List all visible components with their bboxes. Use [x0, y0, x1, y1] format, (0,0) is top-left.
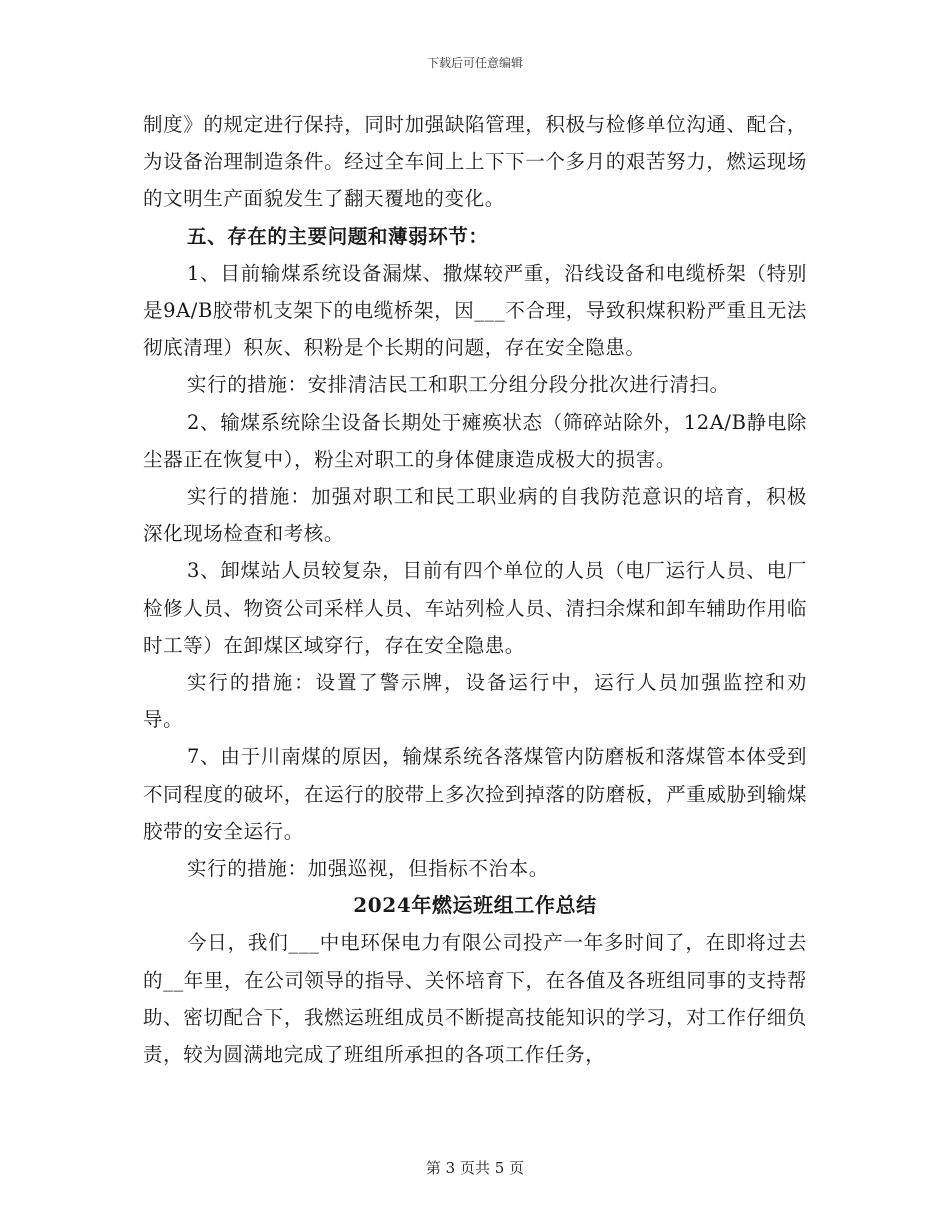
- page-footer: 第 3 页共 5 页: [425, 1159, 525, 1177]
- paragraph-issue-7: 7、由于川南煤的原因，输煤系统各落煤管内防磨板和落煤管本体受到不同程度的破坏，在运行的胶带上多次捡到掉落的防磨板，严重威胁到输煤胶带的安全运行。: [143, 745, 807, 843]
- paragraph-measure-3: 实行的措施：设置了警示牌，设备运行中，运行人员加强监控和劝导。: [143, 671, 807, 732]
- paragraph-continued: 制度》的规定进行保持，同时加强缺陷管理，积极与检修单位沟通、配合，为设备治理制造条件。经过全车间上上下下一个多月的艰苦努力，燃运现场的文明生产面貌发生了翻天覆地的变化。: [143, 113, 807, 211]
- document-title: 2024年燃运班组工作总结: [353, 893, 597, 918]
- paragraph-measure-1: 实行的措施：安排清洁民工和职工分组分段分批次进行清扫。: [187, 373, 730, 397]
- paragraph-intro: 今日，我们___中电环保电力有限公司投产一年多时间了，在即将过去的__年里，在公司领导的指导、关怀培育下，在各值及各班组同事的支持帮助、密切配合下，我燃运班组成员不断提高技能知识的学习，对工作仔细负责，较为圆满地完成了班组所承担的各项工作任务，: [143, 931, 807, 1067]
- paragraph-issue-1: 1、目前输煤系统设备漏煤、撒煤较严重，沿线设备和电缆桥架（特别是9A/B胶带机支架下的电缆桥架，因___不合理，导致积煤积粉严重且无法彻底清理）积灰、积粉是个长期的问题，存在安全隐患。: [143, 261, 807, 360]
- document-body: [143, 106, 807, 1073]
- page-header: 下载后可任意编辑: [426, 56, 523, 70]
- paragraph-measure-2: 实行的措施：加强对职工和民工职业病的自我防范意识的培育，积极深化现场检查和考核。: [143, 485, 807, 546]
- paragraph-issue-3: 3、卸煤站人员较复杂，目前有四个单位的人员（电厂运行人员、电厂检修人员、物资公司采样人员、车站列检人员、清扫余煤和卸车辅助作用临时工等）在卸煤区域穿行，存在安全隐患。: [143, 559, 807, 657]
- paragraph-issue-2: 2、输煤系统除尘设备长期处于瘫痪状态（筛碎站除外，12A/B静电除尘器正在恢复中），粉尘对职工的身体健康造成极大的损害。: [143, 410, 807, 471]
- paragraph-measure-7: 实行的措施：加强巡视，但指标不治本。: [187, 857, 549, 881]
- section-heading: 五、存在的主要问题和薄弱环节：: [187, 224, 489, 248]
